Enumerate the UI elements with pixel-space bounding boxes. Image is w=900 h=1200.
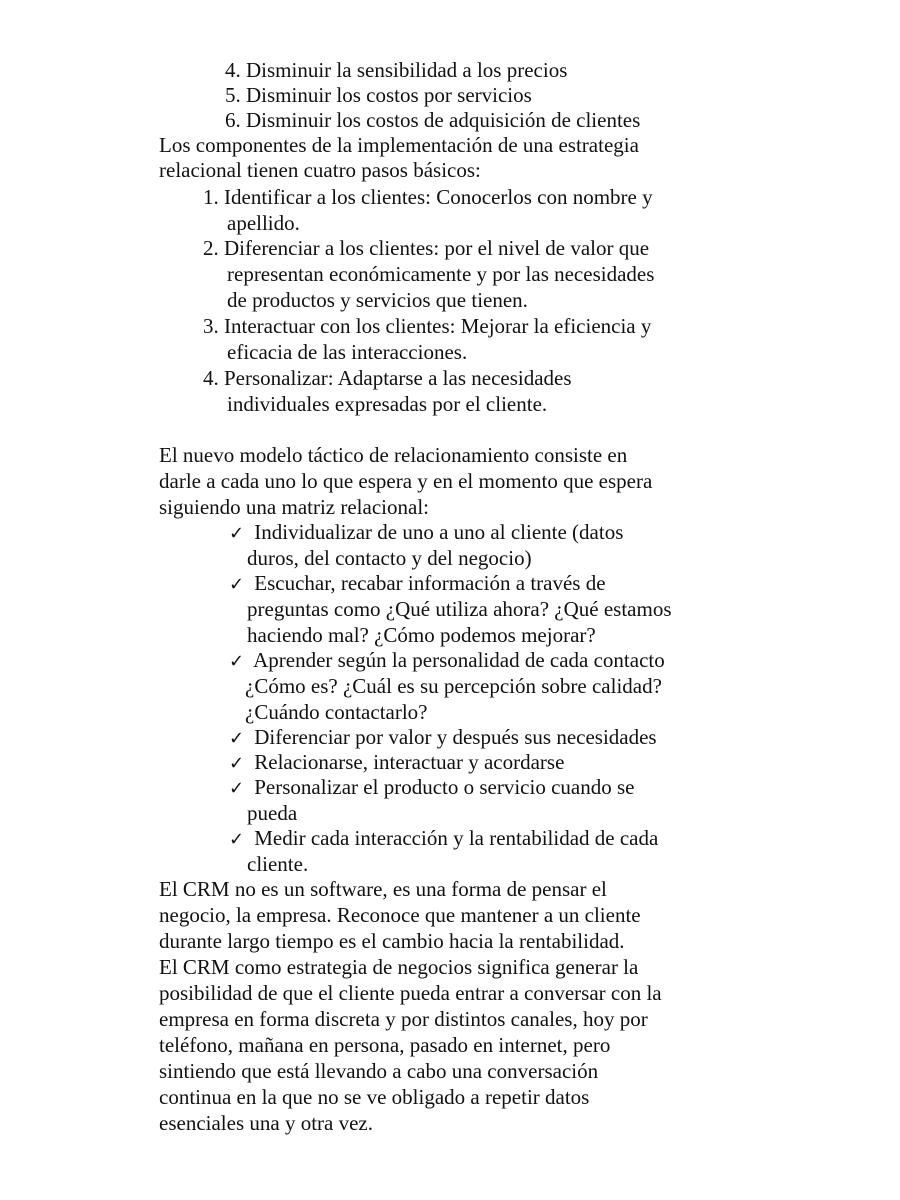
- paragraph-line: durante largo tiempo es el cambio hacia la rentabilidad.: [159, 929, 625, 953]
- list-number: 5.: [225, 83, 241, 107]
- checklist-text: Medir cada interacción y la rentabilidad de cada: [254, 826, 659, 850]
- checklist-text-continuation: preguntas como ¿Qué utiliza ahora? ¿Qué estamos: [247, 597, 672, 621]
- paragraph-line: posibilidad de que el cliente pueda entrar a conversar con la: [159, 981, 662, 1005]
- checklist-text: Individualizar de uno a uno al cliente (datos: [254, 520, 624, 544]
- paragraph-line: Los componentes de la implementación de una estrategia: [159, 133, 639, 157]
- checklist-text-continuation: haciendo mal? ¿Cómo podemos mejorar?: [247, 623, 596, 647]
- paragraph-line: continua en la que no se ve obligado a repetir datos: [159, 1085, 590, 1109]
- checklist-item: [229, 749, 564, 777]
- checklist-item: [229, 570, 606, 598]
- step-text-continuation: apellido.: [227, 211, 300, 235]
- checkmark-icon: ✓: [229, 753, 245, 774]
- list-item: [225, 57, 567, 83]
- paragraph-line: sintiendo que está llevando a cabo una conversación: [159, 1059, 599, 1083]
- checklist-text-continuation: ¿Cuándo contactarlo?: [245, 700, 428, 724]
- list-text: Disminuir la sensibilidad a los precios: [246, 58, 568, 82]
- checkmark-icon: ✓: [229, 829, 245, 850]
- step-text-continuation: de productos y servicios que tienen.: [227, 288, 528, 312]
- checklist-item: [229, 724, 657, 752]
- step-number: 3.: [203, 314, 219, 338]
- checkmark-icon: ✓: [229, 574, 245, 595]
- list-item: [225, 82, 532, 108]
- step-text: Identificar a los clientes: Conocerlos con nombre y: [224, 185, 653, 209]
- paragraph-line: esenciales una y otra vez.: [159, 1111, 373, 1135]
- step-text: Personalizar: Adaptarse a las necesidades: [224, 366, 572, 390]
- checklist-text: Diferenciar por valor y después sus necesidades: [254, 725, 657, 749]
- checklist-item: [229, 519, 623, 547]
- step-text-continuation: representan económicamente y por las necesidades: [227, 262, 655, 286]
- checklist-text: Relacionarse, interactuar y acordarse: [254, 750, 565, 774]
- step-number: 4.: [203, 366, 219, 390]
- paragraph-line: teléfono, mañana en persona, pasado en internet, pero: [159, 1033, 611, 1057]
- paragraph-line: negocio, la empresa. Reconoce que mantener a un cliente: [159, 903, 641, 927]
- paragraph-line: empresa en forma discreta y por distintos canales, hoy por: [159, 1007, 648, 1031]
- step-number: 2.: [203, 236, 219, 260]
- paragraph-line: relacional tienen cuatro pasos básicos:: [159, 158, 481, 182]
- step-text: Interactuar con los clientes: Mejorar la eficiencia y: [224, 314, 652, 338]
- paragraph-line: El nuevo modelo táctico de relacionamiento consiste en: [159, 443, 628, 467]
- checkmark-icon: ✓: [229, 651, 245, 672]
- checklist-text-continuation: ¿Cómo es? ¿Cuál es su percepción sobre calidad?: [245, 674, 662, 698]
- step-text-continuation: individuales expresadas por el cliente.: [227, 392, 548, 416]
- list-text: Disminuir los costos de adquisición de clientes: [246, 108, 641, 132]
- checklist-item: [229, 774, 634, 802]
- step-item: [203, 235, 649, 261]
- checklist-text-continuation: pueda: [247, 801, 298, 825]
- paragraph-line: El CRM no es un software, es una forma de pensar el: [159, 877, 607, 901]
- checkmark-icon: ✓: [229, 523, 245, 544]
- step-item: [203, 184, 653, 210]
- step-item: [203, 365, 572, 391]
- checkmark-icon: ✓: [229, 778, 245, 799]
- checklist-item: [229, 647, 665, 675]
- list-item: [225, 107, 640, 133]
- checklist-text: Personalizar el producto o servicio cuando se: [254, 775, 635, 799]
- list-text: Disminuir los costos por servicios: [246, 83, 532, 107]
- list-number: 6.: [225, 108, 241, 132]
- paragraph-line: siguiendo una matriz relacional:: [159, 495, 429, 519]
- checklist-text-continuation: cliente.: [247, 852, 309, 876]
- step-text: Diferenciar a los clientes: por el nivel de valor que: [224, 236, 650, 260]
- checkmark-icon: ✓: [229, 728, 245, 749]
- checklist-item: [229, 825, 658, 853]
- step-item: [203, 313, 651, 339]
- list-number: 4.: [225, 58, 241, 82]
- step-number: 1.: [203, 185, 219, 209]
- checklist-text-continuation: duros, del contacto y del negocio): [247, 546, 532, 570]
- step-text-continuation: eficacia de las interacciones.: [227, 340, 468, 364]
- checklist-text: Escuchar, recabar información a través de: [254, 571, 606, 595]
- paragraph-line: El CRM como estrategia de negocios significa generar la: [159, 955, 639, 979]
- checklist-text: Aprender según la personalidad de cada contacto: [253, 648, 665, 672]
- paragraph-line: darle a cada uno lo que espera y en el momento que espera: [159, 469, 653, 493]
